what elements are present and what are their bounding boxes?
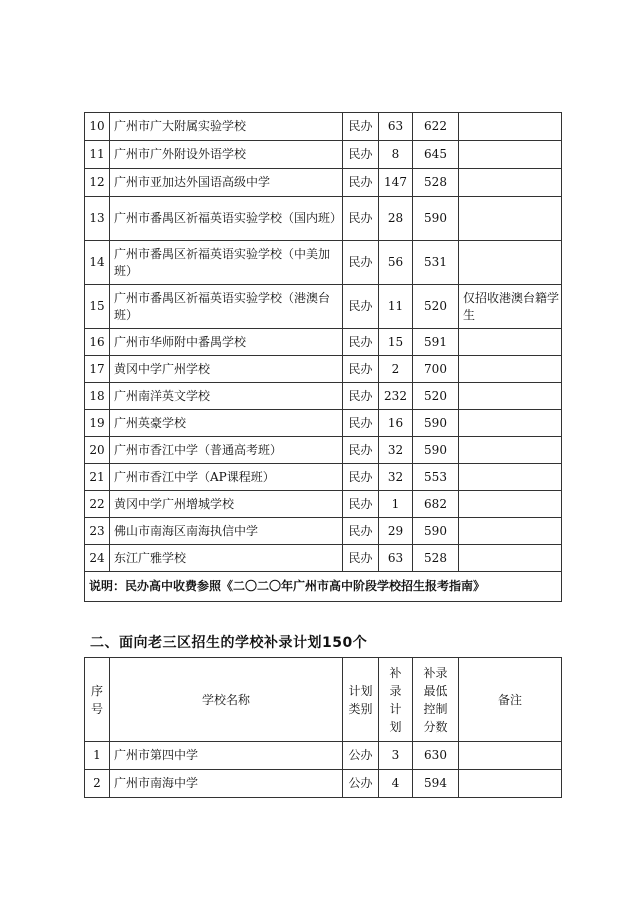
- plan-count: 11: [379, 285, 413, 329]
- plan-count: 63: [379, 545, 413, 572]
- remark: [459, 464, 562, 491]
- school-name: 东江广雅学校: [110, 545, 343, 572]
- row-number: 20: [85, 437, 110, 464]
- plan-count: 4: [379, 770, 413, 798]
- row-number: 21: [85, 464, 110, 491]
- table-footnote: 说明：民办高中收费参照《二〇二〇年广州市高中阶段学校招生报考指南》: [85, 572, 562, 602]
- remark: [459, 329, 562, 356]
- table-row: [85, 113, 562, 141]
- school-name: 广州英豪学校: [110, 410, 343, 437]
- row-number: 22: [85, 491, 110, 518]
- school-name: 广州市广外附设外语学校: [110, 141, 343, 169]
- remark: [459, 410, 562, 437]
- header-score: 补录最低控制分数: [413, 658, 459, 742]
- remark: [459, 742, 562, 770]
- table-row: [85, 285, 562, 329]
- header-no: 序号: [85, 658, 110, 742]
- table-row: [85, 356, 562, 383]
- min-score: 531: [413, 241, 459, 285]
- remark: [459, 169, 562, 197]
- admission-table-old-districts: [84, 657, 562, 798]
- remark: [459, 356, 562, 383]
- plan-type: 民办: [343, 241, 379, 285]
- table-row: [85, 545, 562, 572]
- remark: [459, 113, 562, 141]
- table-row: [85, 437, 562, 464]
- min-score: 528: [413, 545, 459, 572]
- table-header-row: [85, 658, 562, 742]
- header-plan: 补录计划: [379, 658, 413, 742]
- min-score: 591: [413, 329, 459, 356]
- plan-type: 民办: [343, 437, 379, 464]
- school-name: 广州市香江中学（AP课程班）: [110, 464, 343, 491]
- row-number: 18: [85, 383, 110, 410]
- school-name: 广州市第四中学: [110, 742, 343, 770]
- row-number: 23: [85, 518, 110, 545]
- table-row: [85, 410, 562, 437]
- school-name: 广州市广大附属实验学校: [110, 113, 343, 141]
- plan-count: 2: [379, 356, 413, 383]
- plan-type: 民办: [343, 410, 379, 437]
- plan-count: 3: [379, 742, 413, 770]
- plan-type: 民办: [343, 545, 379, 572]
- plan-type: 公办: [343, 742, 379, 770]
- plan-type: 民办: [343, 464, 379, 491]
- school-name: 广州市番禺区祈福英语实验学校（港澳台班）: [110, 285, 343, 329]
- header-note: 备注: [459, 658, 562, 742]
- row-number: 2: [85, 770, 110, 798]
- plan-count: 147: [379, 169, 413, 197]
- plan-count: 29: [379, 518, 413, 545]
- table-row: [85, 141, 562, 169]
- table1-body: [85, 113, 562, 572]
- min-score: 590: [413, 197, 459, 241]
- school-name: 广州市番禺区祈福英语实验学校（国内班）: [110, 197, 343, 241]
- row-number: 1: [85, 742, 110, 770]
- row-number: 19: [85, 410, 110, 437]
- remark: [459, 518, 562, 545]
- header-name: 学校名称: [110, 658, 343, 742]
- plan-type: 民办: [343, 329, 379, 356]
- school-name: 黄冈中学广州学校: [110, 356, 343, 383]
- min-score: 682: [413, 491, 459, 518]
- plan-count: 56: [379, 241, 413, 285]
- school-name: 广州南洋英文学校: [110, 383, 343, 410]
- table-row: [85, 464, 562, 491]
- school-name: 广州市亚加达外国语高级中学: [110, 169, 343, 197]
- table-row: [85, 241, 562, 285]
- table-row: [85, 169, 562, 197]
- min-score: 630: [413, 742, 459, 770]
- table-row: [85, 197, 562, 241]
- plan-type: 民办: [343, 141, 379, 169]
- min-score: 645: [413, 141, 459, 169]
- remark: [459, 491, 562, 518]
- plan-type: 民办: [343, 491, 379, 518]
- min-score: 528: [413, 169, 459, 197]
- section-title: 二、面向老三区招生的学校补录计划150个: [90, 635, 368, 651]
- min-score: 700: [413, 356, 459, 383]
- plan-type: 民办: [343, 197, 379, 241]
- min-score: 553: [413, 464, 459, 491]
- school-name: 广州市华师附中番禺学校: [110, 329, 343, 356]
- row-number: 14: [85, 241, 110, 285]
- row-number: 16: [85, 329, 110, 356]
- row-number: 11: [85, 141, 110, 169]
- school-name: 广州市番禺区祈福英语实验学校（中美加班）: [110, 241, 343, 285]
- school-name: 广州市南海中学: [110, 770, 343, 798]
- min-score: 590: [413, 518, 459, 545]
- plan-count: 8: [379, 141, 413, 169]
- min-score: 622: [413, 113, 459, 141]
- remark: [459, 770, 562, 798]
- plan-count: 232: [379, 383, 413, 410]
- table-row: [85, 742, 562, 770]
- plan-count: 63: [379, 113, 413, 141]
- plan-count: 28: [379, 197, 413, 241]
- table-row: [85, 491, 562, 518]
- admission-table-private: [84, 112, 562, 602]
- min-score: 594: [413, 770, 459, 798]
- remark: [459, 383, 562, 410]
- min-score: 590: [413, 410, 459, 437]
- table-row: [85, 329, 562, 356]
- plan-count: 32: [379, 464, 413, 491]
- row-number: 13: [85, 197, 110, 241]
- min-score: 520: [413, 383, 459, 410]
- table-footnote-row: [85, 572, 562, 602]
- remark: [459, 197, 562, 241]
- plan-count: 15: [379, 329, 413, 356]
- min-score: 520: [413, 285, 459, 329]
- row-number: 10: [85, 113, 110, 141]
- table-row: [85, 770, 562, 798]
- plan-count: 1: [379, 491, 413, 518]
- remark: [459, 437, 562, 464]
- plan-type: 民办: [343, 518, 379, 545]
- remark: 仅招收港澳台籍学生: [459, 285, 562, 329]
- school-name: 广州市香江中学（普通高考班）: [110, 437, 343, 464]
- row-number: 12: [85, 169, 110, 197]
- plan-type: 民办: [343, 356, 379, 383]
- plan-count: 32: [379, 437, 413, 464]
- row-number: 15: [85, 285, 110, 329]
- table-row: [85, 383, 562, 410]
- row-number: 17: [85, 356, 110, 383]
- remark: [459, 141, 562, 169]
- table-row: [85, 518, 562, 545]
- school-name: 佛山市南海区南海执信中学: [110, 518, 343, 545]
- table2-body: [85, 742, 562, 798]
- plan-type: 民办: [343, 169, 379, 197]
- remark: [459, 545, 562, 572]
- plan-count: 16: [379, 410, 413, 437]
- plan-type: 民办: [343, 383, 379, 410]
- header-type: 计划类别: [343, 658, 379, 742]
- min-score: 590: [413, 437, 459, 464]
- school-name: 黄冈中学广州增城学校: [110, 491, 343, 518]
- row-number: 24: [85, 545, 110, 572]
- plan-type: 民办: [343, 285, 379, 329]
- plan-type: 公办: [343, 770, 379, 798]
- remark: [459, 241, 562, 285]
- plan-type: 民办: [343, 113, 379, 141]
